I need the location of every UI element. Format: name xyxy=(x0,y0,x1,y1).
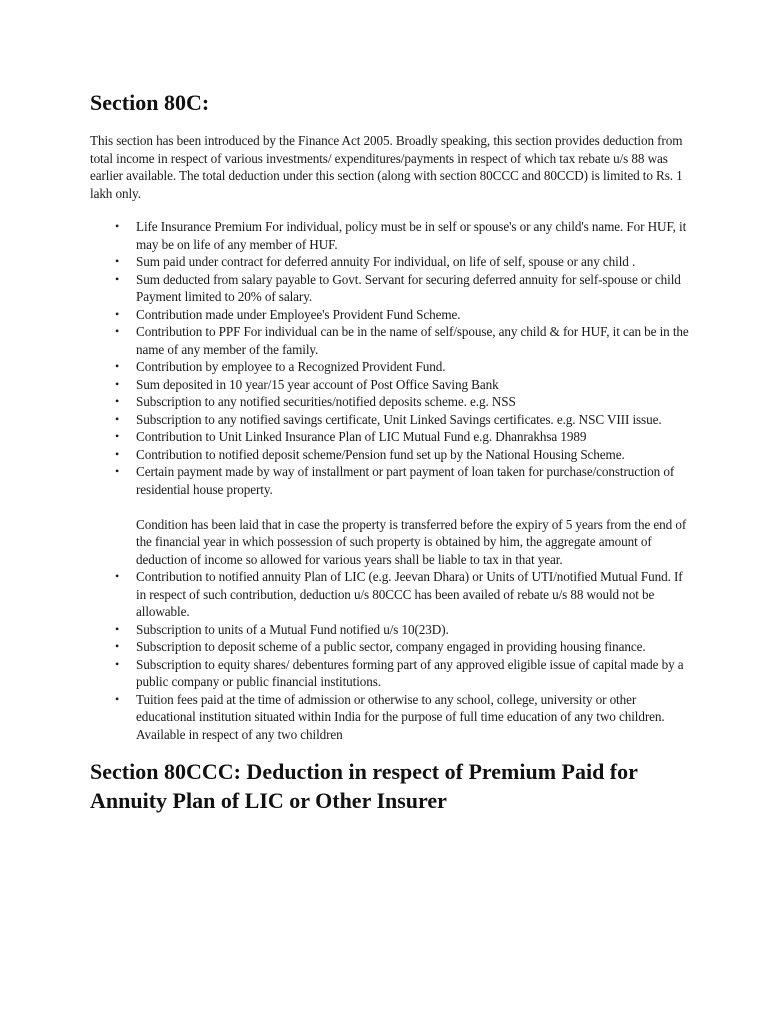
bullet-icon: • xyxy=(115,271,120,286)
deductions-list xyxy=(90,218,690,743)
bullet-icon: • xyxy=(115,306,120,321)
bullet-icon: • xyxy=(115,464,120,478)
list-item xyxy=(115,393,690,411)
bullet-icon: • xyxy=(115,254,120,268)
list-item-text: Subscription to deposit scheme of a public sector, company engaged in providing housing finance. xyxy=(136,639,646,654)
section-80ccc-heading: Section 80CCC: Deduction in respect of Premium Paid for Annuity Plan of LIC or Other Insurer xyxy=(90,759,638,813)
list-item xyxy=(115,621,690,639)
list-item xyxy=(115,568,690,621)
list-item-text: Sum deposited in 10 year/15 year account of Post Office Saving Bank xyxy=(136,376,499,392)
bullet-icon: • xyxy=(115,691,120,706)
list-item-text: Contribution to PPF For individual can be in the name of self/spouse, any child & for HUF, it can be in the name of any member of the family. xyxy=(136,324,689,357)
bullet-icon: • xyxy=(115,569,120,583)
bullet-icon: • xyxy=(115,394,120,408)
list-item-text: Subscription to any notified securities/notified deposits scheme. e.g. NSS xyxy=(136,394,516,409)
bullet-icon: • xyxy=(115,639,120,653)
list-item xyxy=(115,306,690,324)
intro-paragraph: This section has been introduced by the Finance Act 2005. Broadly speaking, this section provides deduction from total income in respect of various investments/ expenditures/payments in respect of which tax rebate u/s 88 was earlier available. The total deduction under this section (along with section 80CCC and 80CCD) is limited to Rs. 1 lakh only. xyxy=(90,133,683,201)
list-item-text: Certain payment made by way of installment or part payment of loan taken for purchase/construction of residential house property. xyxy=(136,464,675,497)
condition-note: Condition has been laid that in case the property is transferred before the expiry of 5 years from the end of the financial year in which possession of such property is obtained by him, the aggregate amount of deduction of income so allowed for various years shall be liable to tax in that year. xyxy=(136,516,687,567)
bullet-icon: • xyxy=(115,429,120,443)
bullet-icon: • xyxy=(115,219,120,233)
bullet-icon: • xyxy=(115,411,120,426)
list-item-text: Subscription to equity shares/ debentures forming part of any approved eligible issue of capital made by a public company or public financial institutions. xyxy=(136,656,684,689)
list-item xyxy=(115,358,690,376)
bullet-icon: • xyxy=(115,376,120,391)
list-item-text: Contribution made under Employee's Provident Fund Scheme. xyxy=(136,306,461,322)
list-item-text: Sum paid under contract for deferred annuity For individual, on life of self, spouse or any child . xyxy=(136,254,636,269)
list-item-text: Life Insurance Premium For individual, policy must be in self or spouse's or any child's name. For HUF, it may be on life of any member of HUF. xyxy=(136,219,687,252)
section-80c-heading: Section 80C: xyxy=(90,90,210,115)
list-item-text: Tuition fees paid at the time of admission or otherwise to any school, college, university or other educational institution situated within India for the purpose of full time education of any two children. Available in respect of any two children xyxy=(136,691,665,742)
list-item-text: Contribution to notified deposit scheme/Pension fund set up by the National Housing Scheme. xyxy=(136,446,625,462)
list-item-text: Contribution to notified annuity Plan of LIC (e.g. Jeevan Dhara) or Units of UTI/notified Mutual Fund. If in respect of such contribution, deduction u/s 80CCC has been availed of rebate u/s 88 would not be allowable. xyxy=(136,569,683,619)
bullet-icon: • xyxy=(115,446,120,461)
list-item xyxy=(115,463,690,568)
bullet-icon: • xyxy=(115,656,120,671)
bullet-icon: • xyxy=(115,359,120,373)
list-item-text: Contribution to Unit Linked Insurance Plan of LIC Mutual Fund e.g. Dhanrakhsa 1989 xyxy=(136,429,587,444)
list-item-text: Subscription to any notified savings certificate, Unit Linked Savings certificates. e.g. NSC VIII issue. xyxy=(136,411,662,427)
list-item xyxy=(115,638,690,656)
document-page xyxy=(90,88,690,815)
bullet-icon: • xyxy=(115,621,120,636)
list-item-text: Contribution by employee to a Recognized Provident Fund. xyxy=(136,359,446,374)
list-item xyxy=(115,656,690,691)
list-item xyxy=(115,253,690,271)
bullet-icon: • xyxy=(115,324,120,338)
list-item xyxy=(115,411,690,429)
list-item xyxy=(115,428,690,446)
list-item xyxy=(115,446,690,464)
list-item xyxy=(115,691,690,744)
list-item-text: Subscription to units of a Mutual Fund notified u/s 10(23D). xyxy=(136,621,449,637)
list-item-text: Sum deducted from salary payable to Govt. Servant for securing deferred annuity for self-spouse or child Payment limited to 20% of salary. xyxy=(136,271,681,304)
list-item xyxy=(115,271,690,306)
list-item xyxy=(115,376,690,394)
list-item xyxy=(115,218,690,253)
list-item xyxy=(115,323,690,358)
